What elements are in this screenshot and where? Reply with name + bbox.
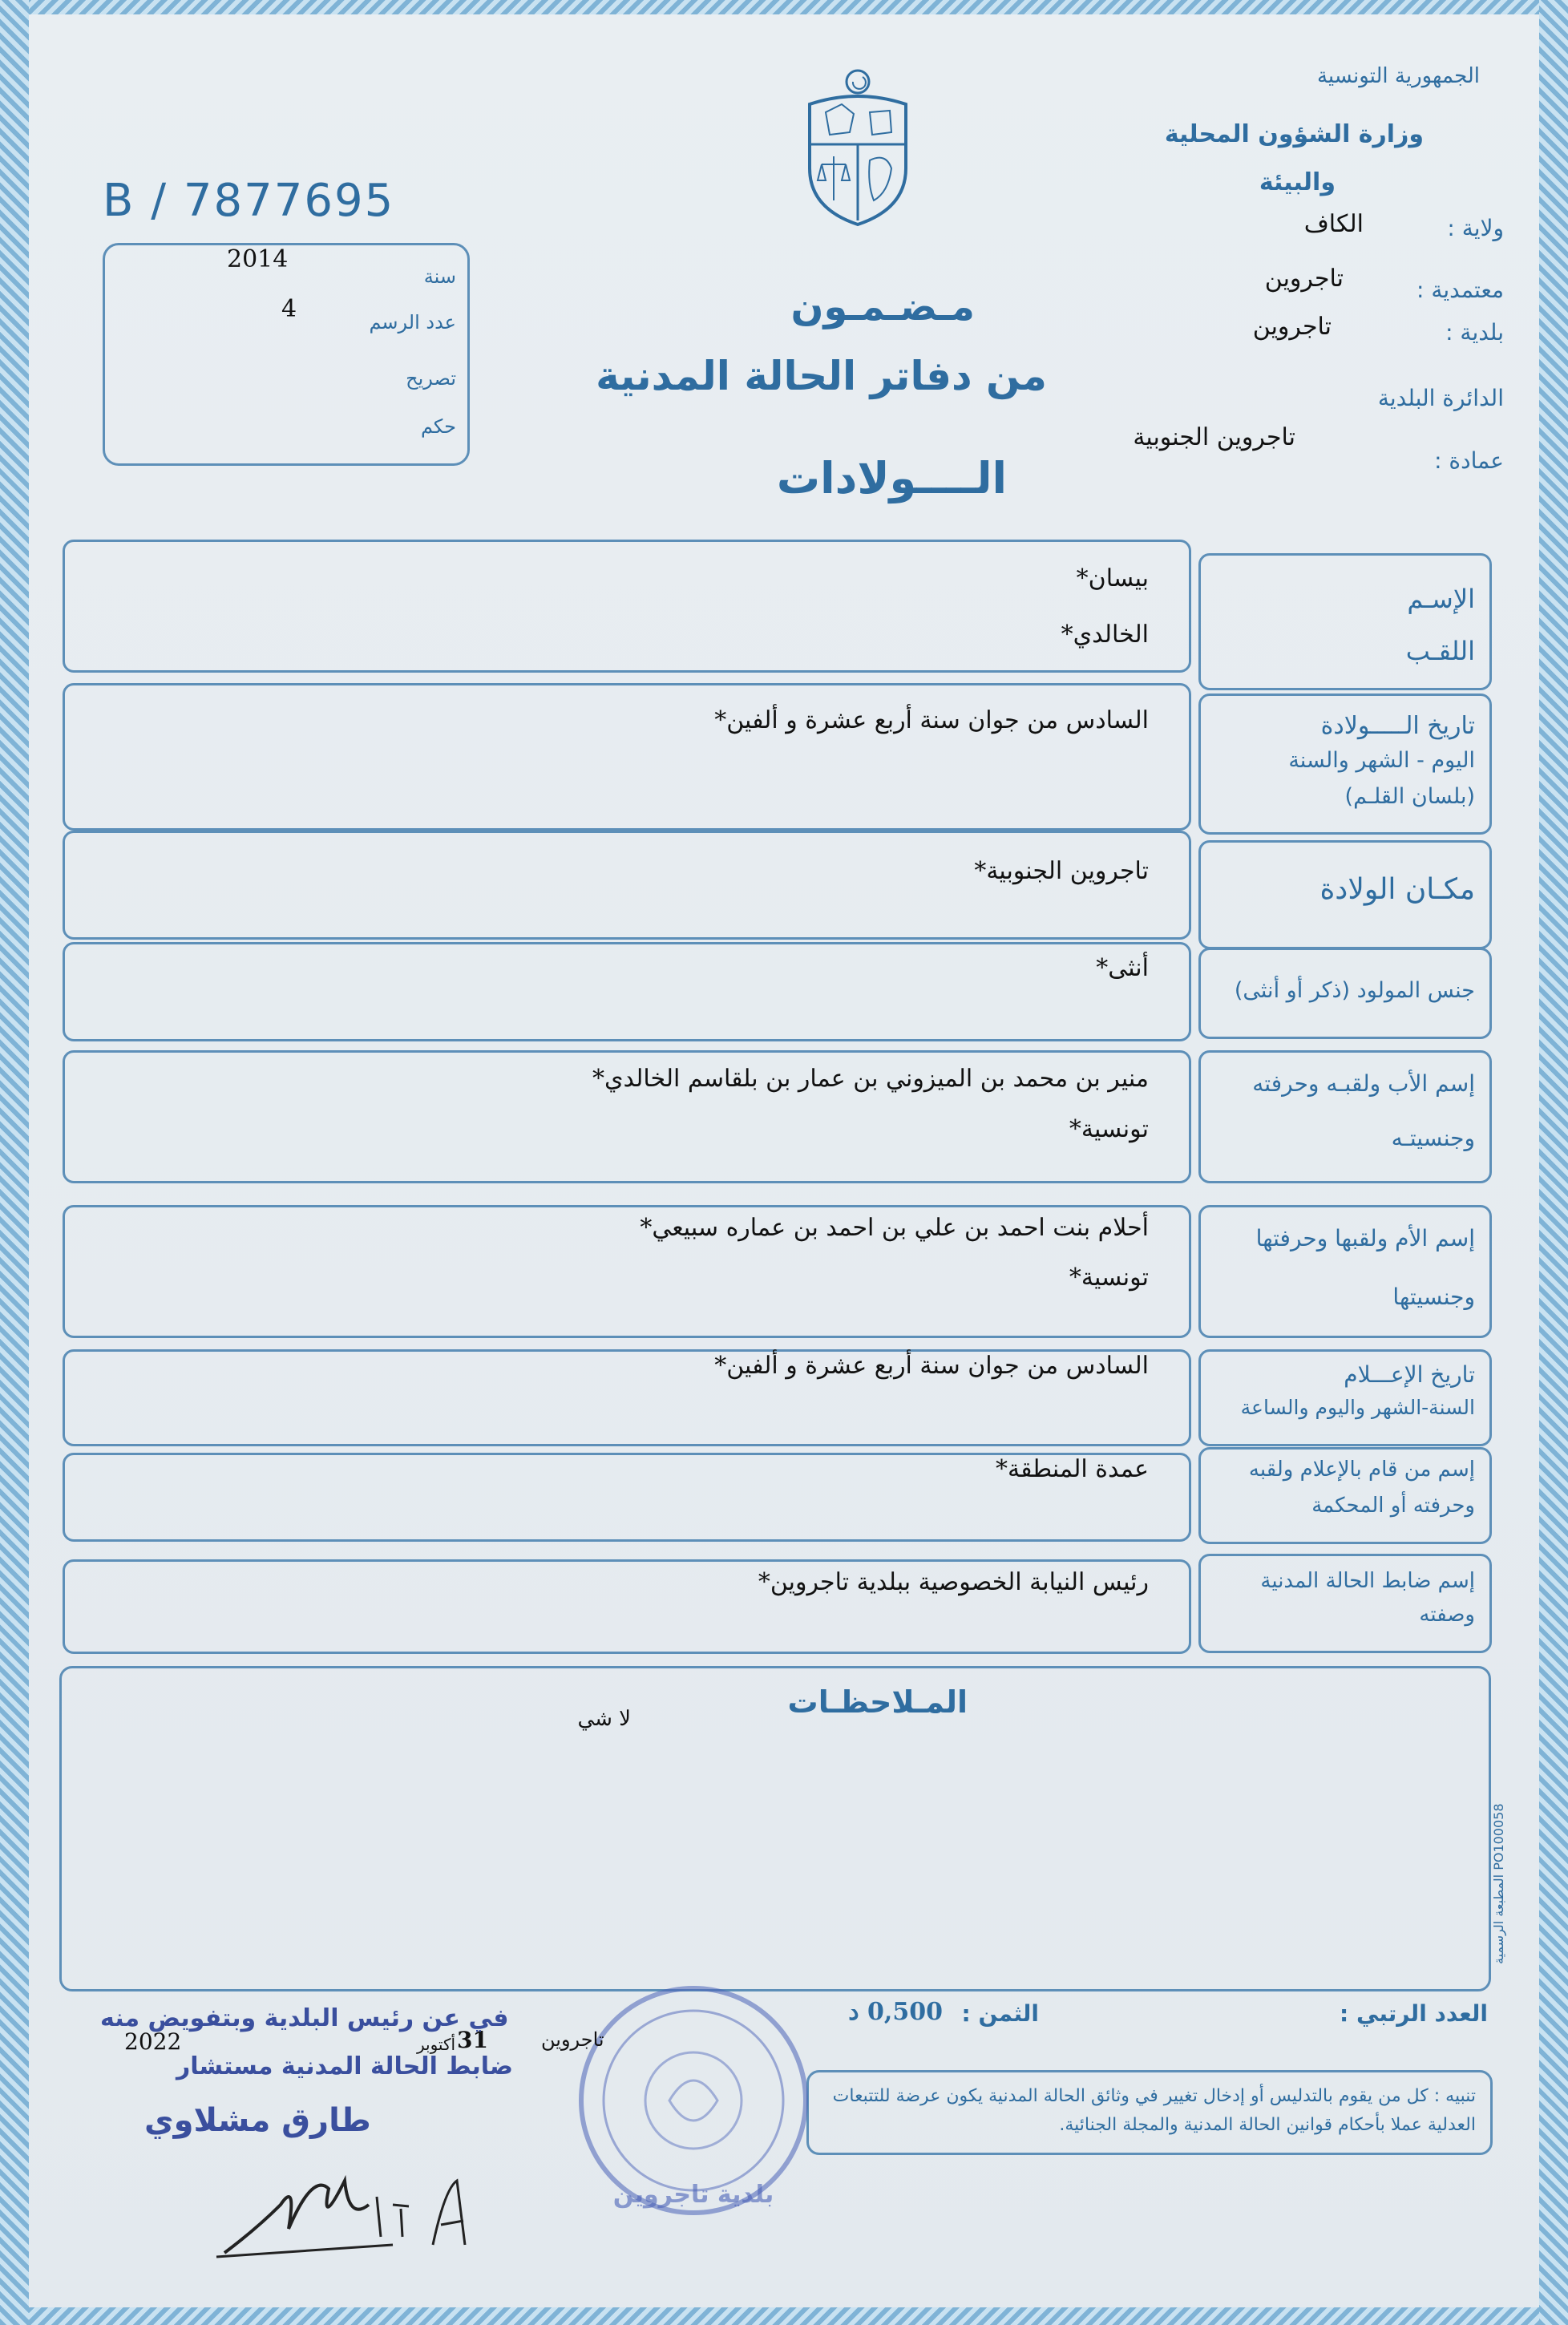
notes-title: المـلاحظـات (787, 1684, 968, 1720)
title-line2: من دفاتر الحالة المدنية (596, 353, 1047, 399)
officer-label-box (1198, 1554, 1492, 1653)
coat-of-arms-icon (794, 64, 922, 232)
father-nationality-value: تونسية* (1069, 1115, 1149, 1143)
declarant-label-box (1198, 1447, 1492, 1544)
declaration-date-value-box (63, 1349, 1191, 1446)
baladiya-label: بلدية : (1445, 319, 1504, 346)
sex-value: أنثى* (1096, 954, 1149, 982)
father-value-box (63, 1050, 1191, 1183)
birth-date-value: السادس من جوان سنة أربع عشرة و ألفين* (714, 706, 1149, 734)
declarant-value-box (63, 1453, 1191, 1542)
title-line1: مـضـمـون (790, 285, 975, 330)
register-box (103, 243, 470, 466)
imada-value: تاجروين الجنوبية (1133, 423, 1295, 451)
issue-place: تاجروين (541, 2028, 604, 2051)
mother-label: إسم الأم ولقبها وحرفتها (1255, 1225, 1475, 1251)
baladiya-value: تاجروين (1252, 313, 1332, 341)
sex-label: جنس المولود (ذكر أو أنثى) (1234, 978, 1475, 1003)
declaration-date-sublabel: السنة-الشهر واليوم والساعة (1240, 1396, 1475, 1419)
ministry-line2: والبيئة (1259, 168, 1336, 196)
issue-day: 31 (457, 2027, 488, 2053)
sex-value-box (63, 942, 1191, 1041)
record-label: عدد الرسم (369, 311, 456, 334)
notes-value: لا شي (577, 1707, 631, 1731)
warning-text: تنبيه : كل من يقوم بالتدليس أو إدخال تغيير في وثائق الحالة المدنية يكون عرضة للتتبعات العدلية عملا بأحكام قوانين الحالة المدنية والمجلة الجنائية. (832, 2086, 1476, 2135)
signatory-line1: في عن رئيس البلدية وبتفويض منه (100, 2004, 509, 2032)
title-line3: الــــولادات (776, 453, 1007, 503)
year-value: 2014 (227, 245, 289, 273)
bottom-border (0, 2307, 1568, 2325)
mother-nationality-value: تونسية* (1069, 1264, 1149, 1292)
officer-label: إسم ضابط الحالة المدنية (1260, 1569, 1475, 1593)
right-border (1539, 0, 1568, 2325)
signatory-name: طارق مشلاوي (144, 2102, 371, 2139)
wilaya-label: ولاية : (1447, 215, 1504, 241)
handwritten-signature (208, 2157, 481, 2269)
left-border (0, 0, 29, 2325)
declarant-label: إسم من قام بالإعلام ولقبه (1248, 1458, 1475, 1482)
sex-label-box (1198, 948, 1492, 1039)
issue-year: 2022 (124, 2028, 182, 2055)
declarant-sublabel: وحرفته أو المحكمة (1311, 1494, 1475, 1518)
year-label: سنة (423, 265, 456, 288)
mother-value-box (63, 1205, 1191, 1338)
declaration-date-label: تاريخ الإعـــلام (1344, 1361, 1475, 1388)
municipal-stamp (573, 1980, 814, 2221)
birth-date-value-box (63, 683, 1191, 831)
mother-name-value: أحلام بنت احمد بن علي بن احمد بن عماره سبيعي* (640, 1214, 1149, 1242)
declarant-value: عمدة المنطقة* (996, 1455, 1149, 1483)
birth-place-value: تاجروين الجنوبية* (974, 857, 1149, 885)
mutamadiya-label: معتمدية : (1416, 277, 1504, 303)
first-name-value: بيسان* (1076, 564, 1149, 592)
top-border (0, 0, 1568, 14)
birth-place-label-box (1198, 840, 1492, 949)
printer-mark: المطبعة الرسمية PO100058 (1491, 1803, 1506, 1964)
record-value: 4 (281, 295, 297, 323)
last-name-label: اللقـب (1405, 636, 1475, 666)
father-label-box (1198, 1050, 1492, 1183)
birth-date-label: تاريخ الـــــولادة (1320, 712, 1475, 740)
serial-label: العدد الرتبي : (1340, 2000, 1488, 2027)
birth-date-sublabel: اليوم - الشهر والسنة (1288, 748, 1475, 773)
price-value: 0,500 د (848, 1998, 943, 2026)
ministry-line1: وزارة الشؤون المحلية (1164, 120, 1424, 148)
birth-place-value-box (63, 831, 1191, 940)
republic-label: الجمهورية التونسية (1316, 64, 1480, 88)
declaration-label: تصريح (406, 367, 456, 390)
last-name-value: الخالدي* (1061, 621, 1149, 649)
signatory-line2: ضابط الحالة المدنية مستشار (176, 2052, 513, 2080)
daira-label: الدائرة البلدية (1377, 385, 1504, 411)
name-value-box (63, 540, 1191, 673)
wilaya-value: الكاف (1303, 210, 1364, 238)
officer-value: رئيس النيابة الخصوصية ببلدية تاجروين* (758, 1568, 1149, 1596)
issue-month: أكتوبر (417, 2035, 456, 2054)
declaration-date-label-box (1198, 1349, 1492, 1446)
birth-date-note: (بلسان القلـم) (1344, 784, 1475, 809)
mother-label-nationality: وجنسيتها (1392, 1284, 1475, 1310)
stamp-text: بلدية تاجروين (612, 2181, 774, 2209)
price-label: الثمن : (961, 2000, 1039, 2027)
notes-box (59, 1666, 1491, 1991)
father-label-nationality: وجنسيتـه (1391, 1125, 1475, 1151)
serial-number: B / 7877695 (103, 175, 395, 227)
declaration-date-value: السادس من جوان سنة أربع عشرة و ألفين* (714, 1352, 1149, 1380)
father-name-value: منير بن محمد بن الميزوني بن عمار بن بلقاسم الخالدي* (592, 1065, 1149, 1093)
officer-sublabel: وصفته (1419, 1603, 1475, 1627)
birth-place-label: مكـان الولادة (1319, 873, 1475, 906)
father-label: إسم الأب ولقبـه وحرفته (1252, 1070, 1475, 1097)
first-name-label: الإسـم (1407, 584, 1475, 614)
officer-value-box (63, 1559, 1191, 1654)
name-label-box (1198, 553, 1492, 690)
mother-label-box (1198, 1205, 1492, 1338)
birth-date-label-box (1198, 693, 1492, 835)
mutamadiya-value: تاجروين (1264, 265, 1344, 293)
warning-box (806, 2070, 1493, 2155)
imada-label: عمادة : (1434, 447, 1504, 474)
judgment-label: حكم (420, 415, 456, 438)
